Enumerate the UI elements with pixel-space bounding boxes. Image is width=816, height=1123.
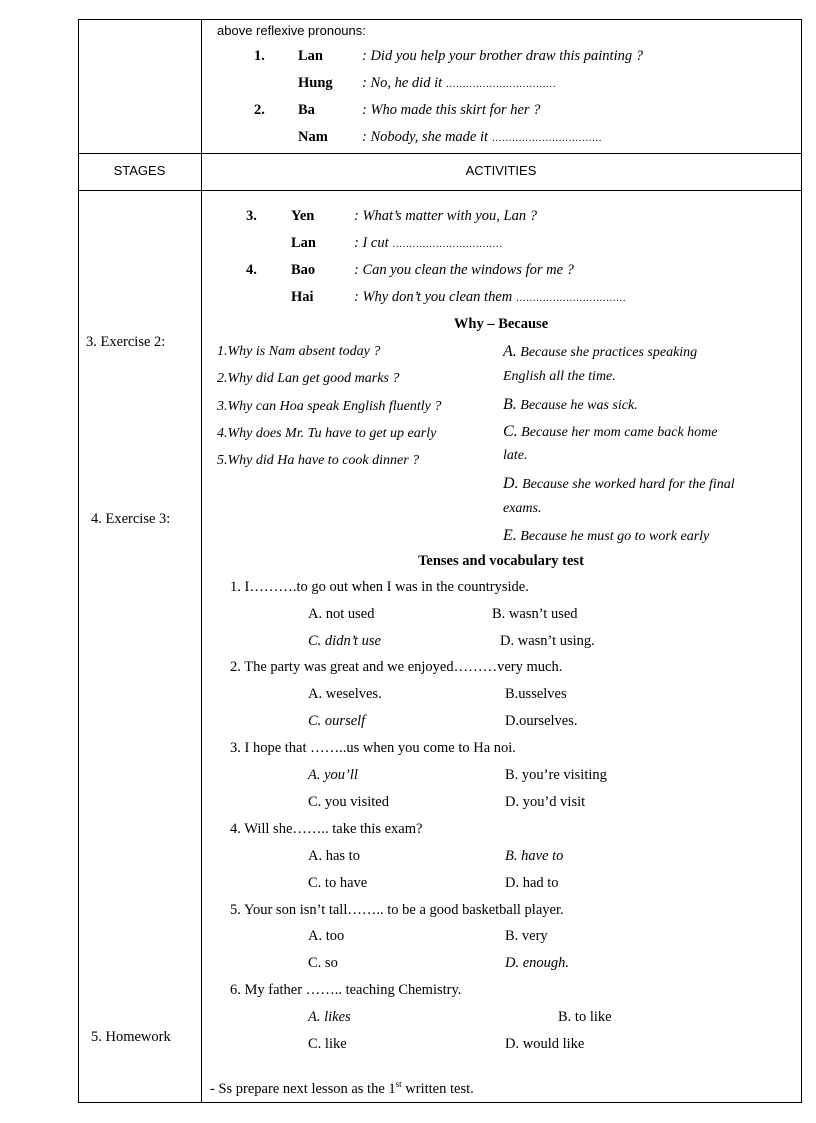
dialogue-line-4 bbox=[354, 288, 626, 308]
intro-blank-4: …………………………… bbox=[491, 133, 602, 144]
because-letter-d: D. bbox=[503, 475, 519, 492]
test-question-2: 2. The party was great and we enjoyed………very much. bbox=[230, 659, 563, 675]
intro-line-2-text: : No, he did it bbox=[362, 75, 443, 91]
q5-option-d: D. enough. bbox=[505, 955, 570, 971]
dialogue-blank-4: …………………………… bbox=[515, 293, 626, 304]
because-answer-b bbox=[503, 396, 638, 415]
because-answer-c bbox=[503, 423, 718, 442]
stage-homework: 5. Homework bbox=[91, 1029, 171, 1045]
test-question-3: 3. I hope that ……..us when you come to Ha noi. bbox=[230, 740, 516, 756]
q1-option-c: C. didn’t use bbox=[308, 633, 381, 649]
header-stages: STAGES bbox=[113, 163, 166, 178]
intro-line-4-text: : Nobody, she made it bbox=[362, 129, 489, 145]
dialogue-line-1: : What’s matter with you, Lan ? bbox=[354, 208, 537, 224]
q5-option-a: A. too bbox=[308, 928, 345, 944]
because-text-a: Because she practices speaking bbox=[520, 345, 698, 360]
intro-blank-2: …………………………… bbox=[445, 79, 556, 90]
dialogue-line-2-text: : I cut bbox=[354, 235, 389, 251]
because-letter-e: E. bbox=[503, 527, 517, 544]
dialogue-num-4: 4. bbox=[246, 262, 257, 278]
q3-option-a: A. you’ll bbox=[308, 767, 358, 783]
dialogue-blank-2: …………………………… bbox=[392, 239, 503, 250]
because-letter-b: B. bbox=[503, 396, 517, 413]
homework-sup: st bbox=[395, 1079, 402, 1089]
dialogue-line-3: : Can you clean the windows for me ? bbox=[354, 262, 574, 278]
q5-option-c: C. so bbox=[308, 955, 338, 971]
q2-option-c: C. ourself bbox=[308, 713, 366, 729]
q5-option-b: B. very bbox=[505, 928, 548, 944]
because-text-d: Because she worked hard for the final bbox=[522, 477, 735, 492]
dialogue-line-4-text: : Why don’t you clean them bbox=[354, 289, 513, 305]
test-question-6: 6. My father …….. teaching Chemistry. bbox=[230, 982, 462, 998]
dialogue-speaker-lan: Lan bbox=[291, 235, 316, 251]
table-right-border bbox=[801, 19, 802, 1103]
q2-option-b: B.usselves bbox=[505, 686, 567, 702]
header-top-border bbox=[78, 153, 802, 154]
test-question-5: 5. Your son isn’t tall…….. to be a good basketball player. bbox=[230, 902, 564, 918]
because-text-b: Because he was sick. bbox=[520, 398, 638, 413]
q4-option-c: C. to have bbox=[308, 875, 368, 891]
because-answer-d-cont: exams. bbox=[503, 501, 542, 516]
table-left-border bbox=[78, 19, 79, 1103]
intro-speaker-nam: Nam bbox=[298, 129, 328, 145]
dialogue-speaker-yen: Yen bbox=[291, 208, 315, 224]
q1-option-d: D. wasn’t using. bbox=[500, 633, 595, 649]
because-answer-c-cont: late. bbox=[503, 448, 528, 463]
because-text-c: Because her mom came back home bbox=[521, 425, 718, 440]
q6-option-b: B. to like bbox=[558, 1009, 612, 1025]
why-because-title: Why – Because bbox=[453, 316, 549, 332]
why-question-1: 1.Why is Nam absent today ? bbox=[217, 344, 381, 359]
homework-text-pre: - Ss prepare next lesson as the 1 bbox=[210, 1080, 396, 1097]
test-title: Tenses and vocabulary test bbox=[418, 553, 584, 569]
dialogue-num-3: 3. bbox=[246, 208, 257, 224]
because-letter-a: A. bbox=[503, 343, 517, 360]
test-question-1: 1. I……….to go out when I was in the countryside. bbox=[230, 579, 529, 595]
q6-option-d: D. would like bbox=[505, 1036, 585, 1052]
q4-option-b: B. have to bbox=[505, 848, 564, 864]
q2-option-a: A. weselves. bbox=[308, 686, 382, 702]
why-question-5: 5.Why did Ha have to cook dinner ? bbox=[217, 453, 420, 468]
because-answer-a-cont: English all the time. bbox=[503, 369, 616, 384]
intro-line-3: : Who made this skirt for her ? bbox=[362, 102, 541, 118]
q1-option-b: B. wasn’t used bbox=[492, 606, 578, 622]
table-bottom-border bbox=[78, 1102, 802, 1103]
intro-line-4 bbox=[362, 128, 602, 148]
homework-text bbox=[210, 1075, 474, 1098]
header-activities: ACTIVITIES bbox=[465, 163, 537, 178]
header-bottom-border bbox=[78, 190, 802, 191]
why-question-2: 2.Why did Lan get good marks ? bbox=[217, 371, 400, 386]
because-letter-c: C. bbox=[503, 423, 518, 440]
why-question-4: 4.Why does Mr. Tu have to get up early bbox=[217, 426, 437, 441]
table-top-border bbox=[78, 19, 802, 20]
q3-option-b: B. you’re visiting bbox=[505, 767, 607, 783]
intro-line-2 bbox=[362, 74, 556, 94]
q3-option-d: D. you’d visit bbox=[505, 794, 586, 810]
q6-option-a: A. likes bbox=[308, 1009, 351, 1025]
q1-option-a: A. not used bbox=[308, 606, 375, 622]
because-answer-e bbox=[503, 527, 709, 546]
intro-num-2: 2. bbox=[254, 102, 265, 118]
intro-num-1: 1. bbox=[254, 48, 265, 64]
because-text-e: Because he must go to work early bbox=[520, 529, 710, 544]
test-question-4: 4. Will she…….. take this exam? bbox=[230, 821, 423, 837]
q4-option-a: A. has to bbox=[308, 848, 360, 864]
why-question-3: 3.Why can Hoa speak English fluently ? bbox=[217, 399, 442, 414]
q3-option-c: C. you visited bbox=[308, 794, 389, 810]
because-answer-a bbox=[503, 343, 697, 362]
dialogue-speaker-bao: Bao bbox=[291, 262, 316, 278]
q2-option-d: D.ourselves. bbox=[505, 713, 578, 729]
stage-exercise-2: 3. Exercise 2: bbox=[86, 334, 166, 350]
intro-speaker-lan: Lan bbox=[298, 48, 323, 64]
intro-speaker-hung: Hung bbox=[298, 75, 333, 91]
q6-option-c: C. like bbox=[308, 1036, 347, 1052]
homework-text-post: written test. bbox=[401, 1080, 474, 1097]
q4-option-d: D. had to bbox=[505, 875, 559, 891]
dialogue-speaker-hai: Hai bbox=[291, 289, 314, 305]
because-answer-d bbox=[503, 475, 735, 494]
stage-exercise-3: 4. Exercise 3: bbox=[91, 511, 171, 527]
intro-line-1: : Did you help your brother draw this painting ? bbox=[362, 48, 643, 64]
intro-speaker-ba: Ba bbox=[298, 102, 315, 118]
dialogue-line-2 bbox=[354, 234, 502, 254]
intro-text: above reflexive pronouns: bbox=[217, 23, 366, 38]
